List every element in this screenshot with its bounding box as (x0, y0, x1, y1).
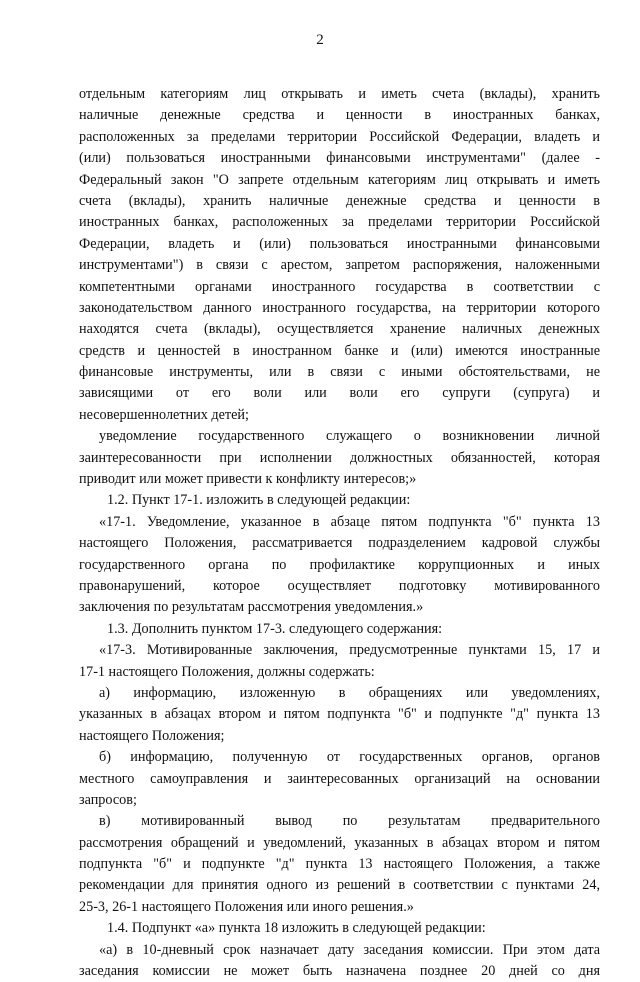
text-line: рекомендации для принятия одного из решений в соответствии с пунктами 24, (79, 877, 600, 894)
text-line: 1.2. Пункт 17-1. изложить в следующей редакции: (107, 492, 411, 509)
text-line: законодательством данного иностранного государства, на территории которого (79, 299, 600, 316)
text-line: рассмотрения обращений и уведомлений, указанных в абзацах втором и пятом (79, 834, 600, 851)
text-line: 17-1 настоящего Положения, должны содержать: (79, 663, 375, 680)
text-line: «а) в 10-дневный срок назначает дату заседания комиссии. При этом дата (99, 941, 600, 958)
text-line: приводит или может привести к конфликту интересов;» (79, 471, 417, 488)
text-line: несовершеннолетних детей; (79, 406, 249, 423)
text-line: государственного органа по профилактике коррупционных и иных (79, 556, 600, 573)
text-line: местного самоуправления и заинтересованных организаций на основании (79, 770, 600, 787)
text-line: запросов; (79, 791, 137, 808)
text-line: подпункта "б" и подпункте "д" пункта 13 настоящего Положения, а также (79, 856, 600, 873)
text-line: 1.4. Подпункт «а» пункта 18 изложить в следующей редакции: (107, 920, 486, 937)
page-number: 2 (316, 32, 324, 48)
text-line: правонарушений, которое осуществляет подготовку мотивированного (79, 577, 600, 594)
text-line: 1.3. Дополнить пунктом 17-3. следующего содержания: (107, 620, 443, 637)
text-line: Федерации, владеть и (или) пользоваться иностранными финансовыми (79, 235, 600, 252)
text-line: «17-3. Мотивированные заключения, предусмотренные пунктами 15, 17 и (99, 642, 600, 659)
text-line: средств и ценностей в иностранном банке и (или) имеются иностранные (79, 342, 600, 359)
text-line: заключения по результатам рассмотрения уведомления.» (79, 599, 424, 616)
text-line: заседания комиссии не может быть назначена позднее 20 дней со дня (79, 963, 600, 980)
text-line: (или) пользоваться иностранными финансовыми инструментами" (далее - (79, 150, 600, 167)
text-line: компетентными органами иностранного государства в соответствии с (79, 278, 600, 295)
text-line: иностранных банках, расположенных за пределами территории Российской (79, 214, 600, 231)
text-line: расположенных за пределами территории Российской Федерации, владеть и (79, 128, 600, 145)
text-line: счета (вклады), хранить наличные денежные средства и ценности в (79, 192, 600, 209)
text-line: зависящими от его воли или воли его супруги (супруга) и (79, 385, 600, 402)
text-line: 25-3, 26-1 настоящего Положения или иного решения.» (79, 898, 414, 915)
text-line: указанных в абзацах втором и пятом подпункта "б" и подпункте "д" пункта 13 (79, 706, 600, 723)
text-line: находятся счета (вклады), осуществляется хранение наличных денежных (79, 321, 600, 338)
text-line: «17-1. Уведомление, указанное в абзаце пятом подпункта "б" пункта 13 (99, 513, 600, 530)
text-line: настоящего Положения; (79, 727, 225, 744)
text-line: наличные денежные средства и ценности в иностранных банках, (79, 107, 600, 124)
text-line: заинтересованности при исполнении должностных обязанностей, которая (79, 449, 600, 466)
text-line: а) информацию, изложенную в обращениях или уведомлениях, (99, 684, 600, 701)
text-line: инструментами") в связи с арестом, запретом распоряжения, наложенными (79, 257, 600, 274)
text-line: настоящего Положения, рассматривается подразделением кадровой службы (79, 535, 600, 552)
text-line: Федеральный закон "О запрете отдельным категориям лиц открывать и иметь (79, 171, 600, 188)
text-line: финансовые инструменты, или в связи с иными обстоятельствами, не (79, 364, 600, 381)
text-line: б) информацию, полученную от государственных органов, органов (99, 749, 600, 766)
text-line: в) мотивированный вывод по результатам предварительного (99, 813, 600, 830)
document-body (79, 84, 600, 982)
text-line: отдельным категориям лиц открывать и иметь счета (вклады), хранить (79, 86, 600, 102)
text-line: уведомление государственного служащего о возникновении личной (99, 428, 600, 445)
